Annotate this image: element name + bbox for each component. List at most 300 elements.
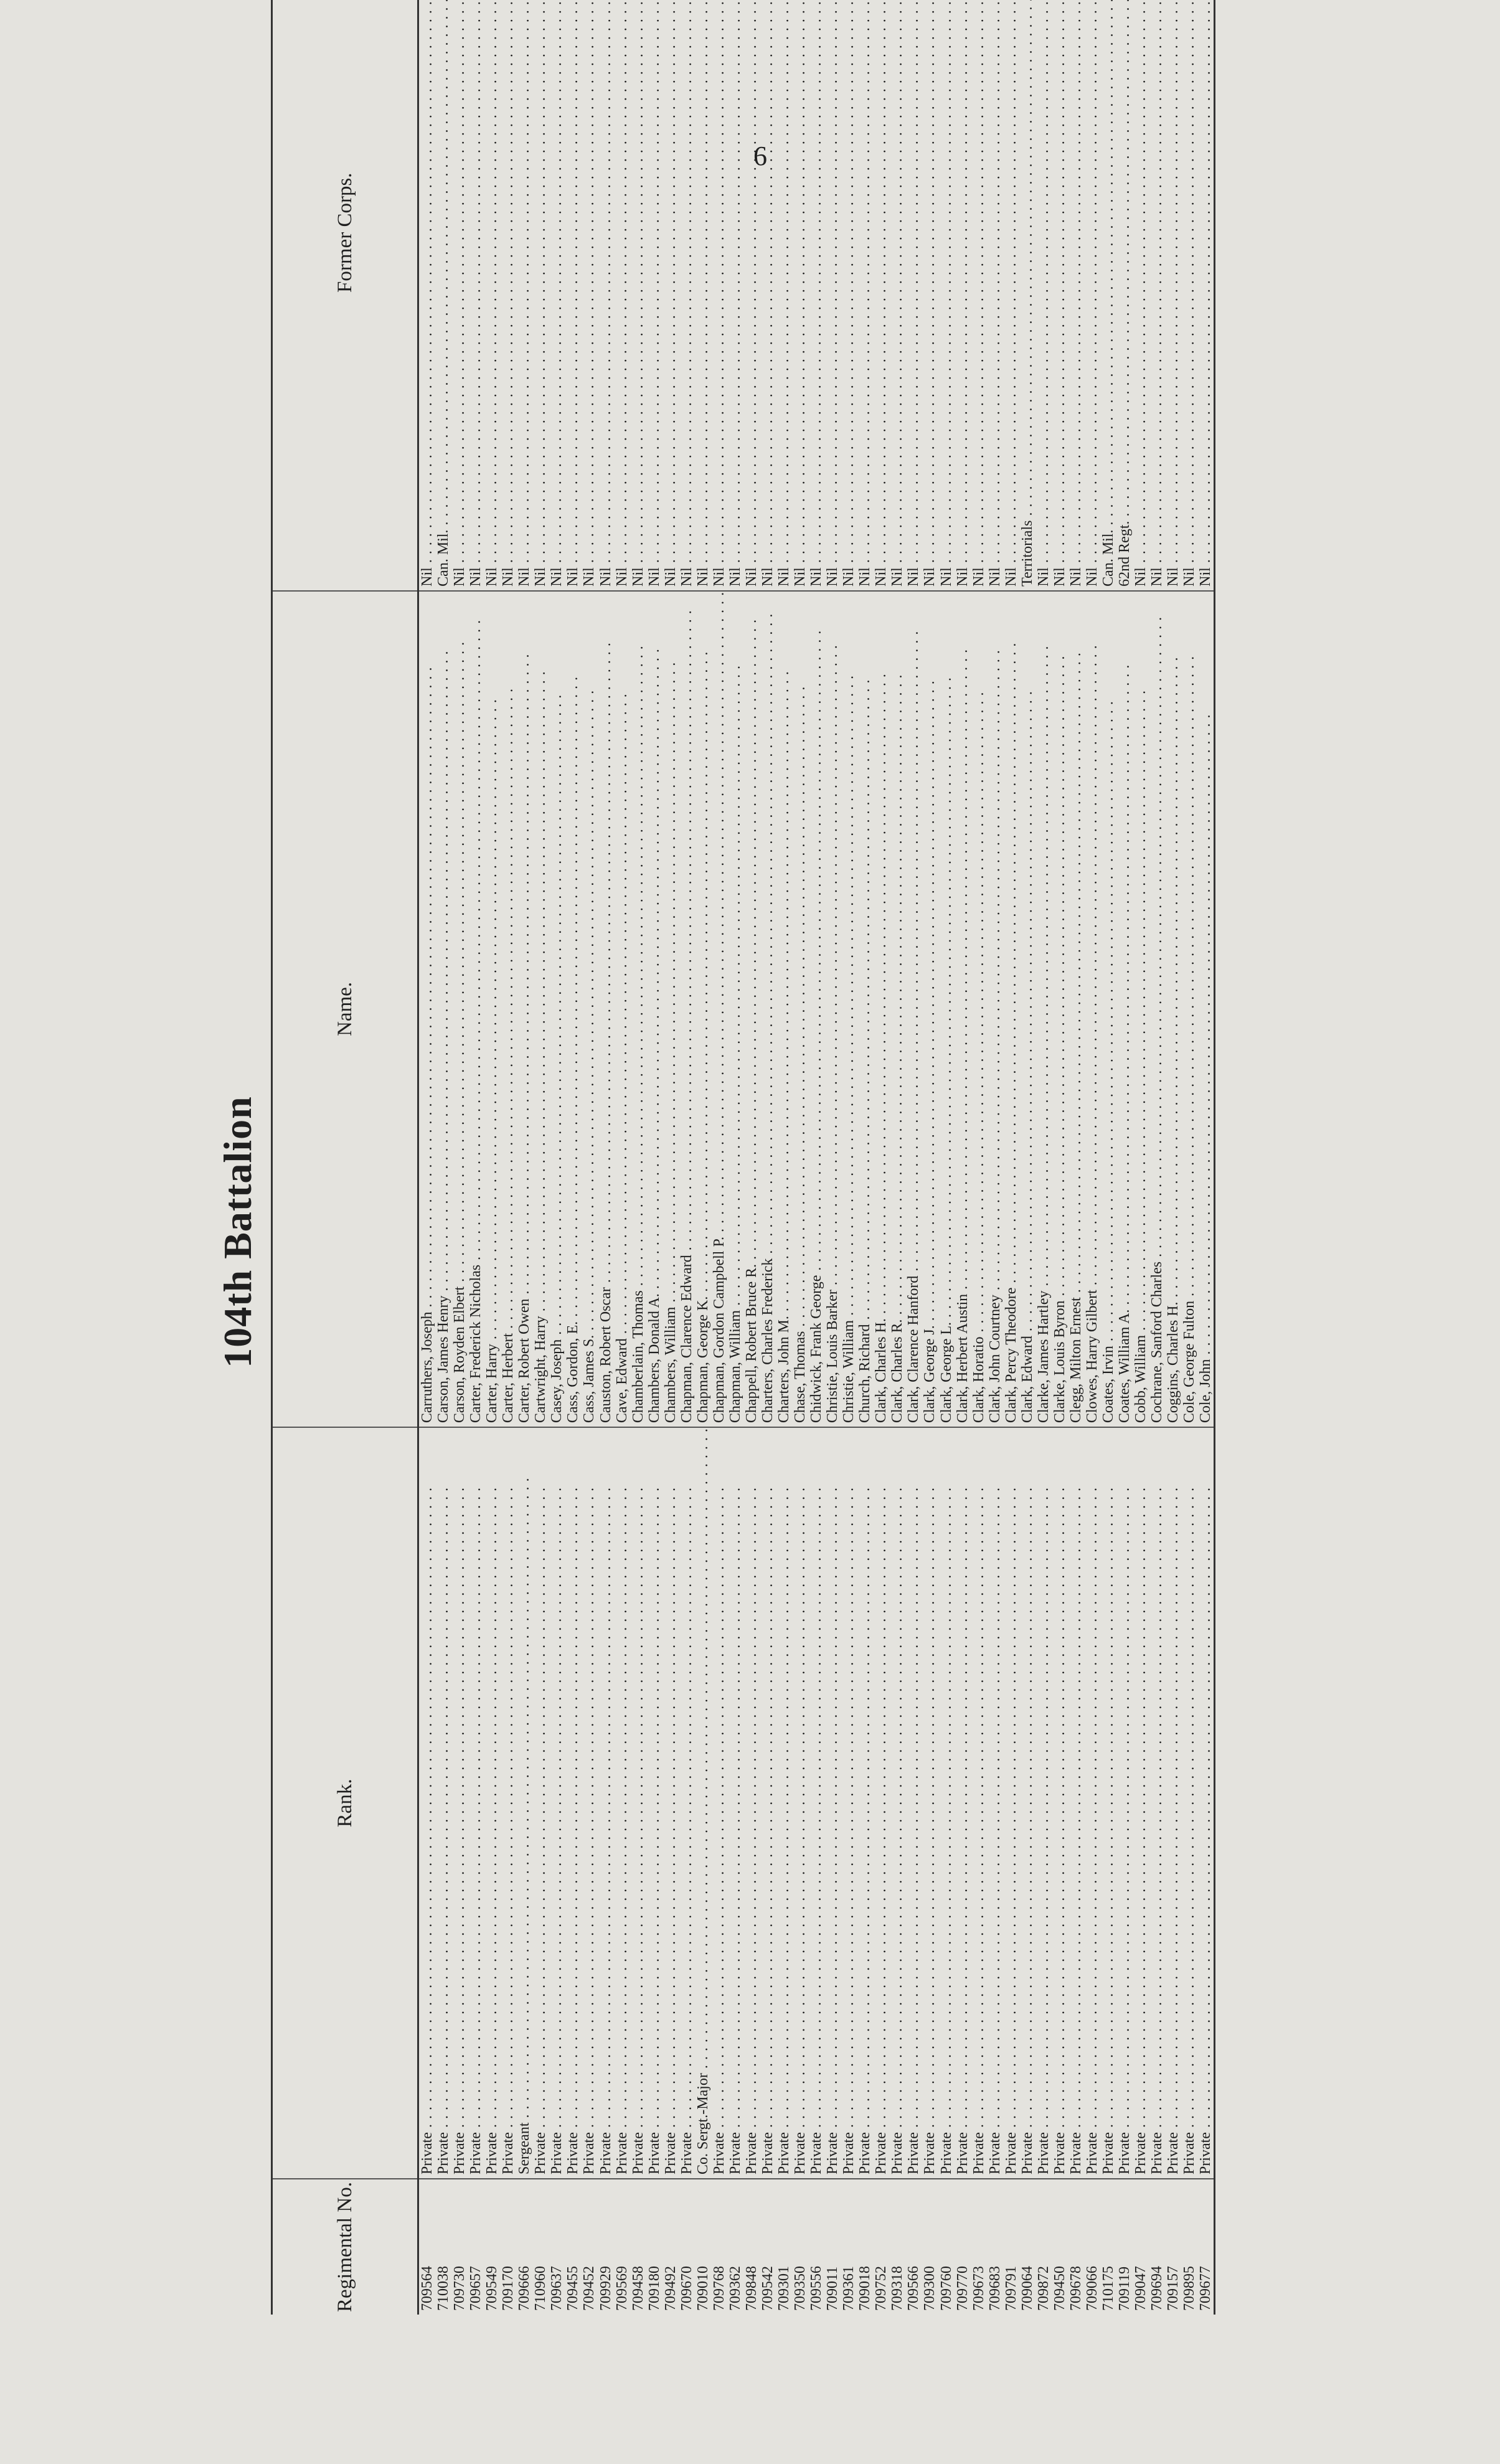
table-row: [500, 0, 516, 2315]
cell-regimental-no: [922, 2179, 938, 2315]
former-corps-text: Nil: [613, 567, 630, 587]
cell-former-corps: [743, 0, 760, 591]
cell-rank: [1084, 1427, 1100, 2179]
leader-dots: [938, 1487, 955, 2132]
cell-former-corps: [808, 0, 824, 591]
regimental-no-text: 709157: [1165, 2266, 1182, 2311]
header-rank: Rank.: [272, 1427, 418, 2179]
former-corps-text: Nil: [743, 567, 760, 587]
former-corps-text: Nil: [694, 567, 711, 587]
cell-former-corps: [1133, 0, 1149, 591]
leader-dots: [808, 1487, 824, 2132]
rank-text: Private: [565, 2132, 582, 2175]
cell-name: [711, 591, 727, 1427]
cell-name: [1100, 591, 1116, 1427]
regimental-no-text: 709791: [1002, 2266, 1019, 2311]
leader-dots: [516, 1478, 532, 2123]
leader-dots: [419, 1487, 435, 2132]
leader-dots: [1019, 0, 1035, 521]
name-text: Church, Richard: [857, 1324, 874, 1423]
cell-regimental-no: [484, 2179, 500, 2315]
former-corps-text: Nil: [954, 567, 971, 587]
former-corps-text: Nil: [1149, 567, 1166, 587]
leader-dots: [792, 1487, 808, 2132]
leader-dots: [532, 1487, 549, 2132]
cell-former-corps: [679, 0, 695, 591]
cell-name: [760, 591, 776, 1427]
cell-rank: [1100, 1427, 1116, 2179]
cell-rank: [1197, 1427, 1215, 2179]
former-corps-text: Nil: [1133, 567, 1149, 587]
name-text: Carter, Harry: [484, 1344, 501, 1423]
cell-regimental-no: [516, 2179, 532, 2315]
leader-dots: [776, 671, 792, 1316]
cell-regimental-no: [1068, 2179, 1084, 2315]
table-row: [598, 0, 614, 2315]
former-corps-text: Nil: [727, 567, 743, 587]
regimental-no-text: 709011: [824, 2266, 841, 2311]
former-corps-text: Nil: [581, 567, 598, 587]
former-corps-text: Nil: [938, 567, 955, 587]
cell-rank: [1181, 1427, 1197, 2179]
cell-name: [679, 591, 695, 1427]
former-corps-text: Territorials: [1019, 520, 1035, 587]
rank-text: Private: [451, 2132, 468, 2175]
rank-text: Private: [792, 2132, 809, 2175]
former-corps-text: Nil: [468, 567, 484, 587]
leader-dots: [451, 0, 468, 567]
cell-name: [889, 591, 905, 1427]
rank-text: Private: [1197, 2132, 1214, 2175]
cell-rank: [1035, 1427, 1052, 2179]
leader-dots: [1068, 652, 1084, 1297]
name-text: Carter, Frederick Nicholas: [468, 1264, 484, 1423]
table-row: [743, 0, 760, 2315]
former-corps-text: Nil: [970, 567, 987, 587]
cell-former-corps: [695, 0, 711, 591]
table-row: [663, 0, 679, 2315]
name-text: Chapman, George K.: [694, 1296, 711, 1423]
regimental-no-text: 709666: [516, 2266, 533, 2311]
cell-rank: [614, 1427, 630, 2179]
rank-text: Private: [710, 2132, 727, 2175]
cell-regimental-no: [808, 2179, 824, 2315]
cell-name: [484, 591, 500, 1427]
cell-former-corps: [1197, 0, 1215, 591]
cell-rank: [760, 1427, 776, 2179]
former-corps-text: Nil: [549, 567, 565, 587]
former-corps-text: Nil: [776, 567, 793, 587]
cell-rank: [889, 1427, 905, 2179]
cell-rank: [792, 1427, 808, 2179]
cell-regimental-no: [679, 2179, 695, 2315]
leader-dots: [711, 592, 727, 1237]
cell-rank: [1052, 1427, 1068, 2179]
name-text: Clark, Herbert Austin: [954, 1293, 971, 1423]
table-row: [549, 0, 565, 2315]
cell-former-corps: [971, 0, 987, 591]
table-row: [451, 0, 468, 2315]
table-row: [889, 0, 905, 2315]
leader-dots: [598, 642, 614, 1287]
rank-text: Private: [435, 2132, 452, 2175]
cell-former-corps: [922, 0, 938, 591]
table-row: [1149, 0, 1165, 2315]
cell-rank: [565, 1427, 581, 2179]
cell-regimental-no: [889, 2179, 905, 2315]
leader-dots: [711, 1487, 727, 2132]
leader-dots: [1100, 1487, 1116, 2132]
cell-name: [614, 591, 630, 1427]
leader-dots: [695, 0, 711, 567]
regimental-no-text: 709677: [1197, 2266, 1214, 2311]
cell-regimental-no: [1100, 2179, 1116, 2315]
cell-regimental-no: [776, 2179, 792, 2315]
cell-regimental-no: [1052, 2179, 1068, 2315]
rank-text: Private: [1035, 2132, 1052, 2175]
cell-regimental-no: [1149, 2179, 1165, 2315]
rank-text: Private: [468, 2132, 484, 2175]
table-row: [532, 0, 549, 2315]
cell-regimental-no: [841, 2179, 857, 2315]
regimental-no-text: 709895: [1181, 2266, 1198, 2311]
leader-dots: [938, 0, 955, 567]
leader-dots: [1149, 616, 1165, 1262]
cell-name: [630, 591, 646, 1427]
cell-rank: [581, 1427, 597, 2179]
cell-former-corps: [435, 0, 451, 591]
leader-dots: [1197, 0, 1214, 567]
table-row: [484, 0, 500, 2315]
name-text: Chapman, William: [727, 1310, 743, 1423]
cell-regimental-no: [1003, 2179, 1019, 2315]
name-text: Clarke, James Hartley: [1035, 1290, 1052, 1423]
cell-regimental-no: [532, 2179, 549, 2315]
leader-dots: [1052, 0, 1068, 567]
leader-dots: [1084, 1487, 1100, 2132]
regimental-no-text: 709350: [792, 2266, 809, 2311]
leader-dots: [500, 0, 516, 567]
rank-text: Co. Sergt.-Major: [694, 2073, 711, 2175]
former-corps-text: Nil: [451, 567, 468, 587]
table-row: [679, 0, 695, 2315]
cell-regimental-no: [581, 2179, 597, 2315]
table-row: [1100, 0, 1116, 2315]
rank-text: Private: [1100, 2132, 1116, 2175]
leader-dots: [565, 676, 581, 1321]
rank-text: Private: [1019, 2132, 1035, 2175]
leader-dots: [841, 1487, 857, 2132]
cell-regimental-no: [1133, 2179, 1149, 2315]
cell-former-corps: [873, 0, 889, 591]
rank-text: Private: [970, 2132, 987, 2175]
former-corps-text: Nil: [597, 567, 614, 587]
leader-dots: [1084, 0, 1100, 567]
name-text: Chappell, Robert Bruce R.: [743, 1263, 760, 1423]
leader-dots: [938, 677, 955, 1322]
leader-dots: [808, 0, 824, 567]
leader-dots: [873, 1487, 889, 2132]
name-text: Clark, Percy Theodore: [1002, 1287, 1019, 1423]
table-row: [516, 0, 532, 2315]
leader-dots: [581, 0, 597, 567]
table-row: [922, 0, 938, 2315]
leader-dots: [987, 649, 1003, 1295]
former-corps-text: Nil: [662, 567, 679, 587]
regimental-no-text: 709670: [678, 2266, 695, 2311]
leader-dots: [971, 692, 987, 1337]
cell-rank: [857, 1427, 873, 2179]
former-corps-text: Can. Mil.: [435, 529, 452, 587]
leader-dots: [500, 688, 516, 1333]
name-text: Charters, John M.: [776, 1316, 793, 1423]
regimental-no-text: 709455: [565, 2266, 582, 2311]
rank-text: Private: [727, 2132, 743, 2175]
cell-regimental-no: [614, 2179, 630, 2315]
leader-dots: [1165, 1487, 1181, 2132]
cell-name: [581, 591, 597, 1427]
cell-name: [1165, 591, 1181, 1427]
cell-former-corps: [905, 0, 922, 591]
table-row: [1052, 0, 1068, 2315]
leader-dots: [1052, 1487, 1068, 2132]
table-row: [792, 0, 808, 2315]
page-title: 104th Battalion: [215, 1096, 260, 1368]
cell-regimental-no: [646, 2179, 663, 2315]
cell-regimental-no: [727, 2179, 743, 2315]
rank-text: Private: [954, 2132, 971, 2175]
cell-name: [418, 591, 436, 1427]
cell-regimental-no: [905, 2179, 922, 2315]
name-text: Cole, George Fulton: [1181, 1300, 1198, 1423]
leader-dots: [922, 0, 938, 567]
cell-former-corps: [1100, 0, 1116, 591]
cell-rank: [727, 1427, 743, 2179]
leader-dots: [468, 620, 484, 1265]
table-row: [1035, 0, 1052, 2315]
leader-dots: [468, 1487, 484, 2132]
cell-name: [516, 591, 532, 1427]
cell-rank: [1003, 1427, 1019, 2179]
leader-dots: [614, 693, 630, 1338]
cell-name: [1197, 591, 1215, 1427]
leader-dots: [1149, 0, 1165, 567]
leader-dots: [776, 0, 792, 567]
table-row: [565, 0, 581, 2315]
cell-former-corps: [484, 0, 500, 591]
table-row: [955, 0, 971, 2315]
leader-dots: [1100, 0, 1116, 529]
former-corps-text: Nil: [760, 567, 776, 587]
cell-name: [922, 591, 938, 1427]
rank-text: Private: [549, 2132, 565, 2175]
rank-text: Private: [419, 2132, 436, 2175]
leader-dots: [711, 0, 727, 567]
cell-name: [841, 591, 857, 1427]
regimental-no-text: 709047: [1133, 2266, 1149, 2311]
name-text: Clark, Edward: [1019, 1336, 1035, 1423]
leader-dots: [663, 0, 679, 567]
leader-dots: [1197, 714, 1214, 1359]
name-text: Carter, Robert Owen: [516, 1298, 533, 1423]
name-text: Chapman, Clarence Edward: [678, 1255, 695, 1423]
cell-name: [776, 591, 792, 1427]
cell-former-corps: [938, 0, 955, 591]
rank-text: Private: [678, 2132, 695, 2175]
cell-name: [1116, 591, 1133, 1427]
leader-dots: [549, 1487, 565, 2132]
leader-dots: [435, 651, 451, 1296]
cell-name: [1181, 591, 1197, 1427]
former-corps-text: Nil: [630, 567, 646, 587]
former-corps-text: Nil: [532, 567, 549, 587]
leader-dots: [922, 680, 938, 1325]
former-corps-text: Nil: [678, 567, 695, 587]
leader-dots: [484, 699, 500, 1344]
leader-dots: [565, 1487, 581, 2132]
regimental-no-text: 709301: [776, 2266, 793, 2311]
leader-dots: [581, 690, 597, 1335]
name-text: Clark, George J.: [922, 1325, 938, 1423]
cell-regimental-no: [630, 2179, 646, 2315]
table-row: [646, 0, 663, 2315]
name-text: Coates, Irvin: [1100, 1346, 1116, 1423]
former-corps-text: Nil: [565, 567, 582, 587]
table-row: [938, 0, 955, 2315]
cell-name: [663, 591, 679, 1427]
cell-regimental-no: [824, 2179, 841, 2315]
former-corps-text: Nil: [1035, 567, 1052, 587]
cell-regimental-no: [1035, 2179, 1052, 2315]
regimental-no-text: 709010: [694, 2266, 711, 2311]
header-regimental-no: Regimental No.: [333, 2182, 356, 2312]
cell-rank: [1133, 1427, 1149, 2179]
leader-dots: [1149, 1487, 1165, 2132]
leader-dots: [630, 1487, 646, 2132]
cell-name: [905, 591, 922, 1427]
regimental-no-text: 709170: [500, 2266, 517, 2311]
cell-name: [1068, 591, 1084, 1427]
former-corps-text: 62nd Regt.: [1116, 521, 1133, 587]
table-row: [808, 0, 824, 2315]
leader-dots: [1133, 0, 1149, 567]
cell-regimental-no: [1165, 2179, 1181, 2315]
leader-dots: [743, 619, 760, 1264]
name-text: Carter, Herbert: [500, 1333, 517, 1423]
cell-rank: [695, 1427, 711, 2179]
regimental-no-text: 709730: [451, 2266, 468, 2311]
cell-name: [468, 591, 484, 1427]
rank-text: Private: [1133, 2132, 1149, 2175]
leader-dots: [646, 0, 663, 567]
cell-rank: [776, 1427, 792, 2179]
leader-dots: [955, 0, 971, 567]
former-corps-text: Nil: [1083, 567, 1100, 587]
name-text: Clark, Horatio: [970, 1336, 987, 1423]
leader-dots: [695, 651, 711, 1296]
name-text: Causton, Robert Oscar: [597, 1287, 614, 1423]
leader-dots: [955, 649, 971, 1294]
regimental-no-text: 709768: [710, 2266, 727, 2311]
rank-text: Private: [1083, 2132, 1100, 2175]
cell-name: [451, 591, 468, 1427]
regimental-no-text: 709450: [1051, 2266, 1068, 2311]
cell-regimental-no: [1197, 2179, 1215, 2315]
name-text: Cass, James S.: [581, 1334, 598, 1423]
leader-dots: [598, 0, 614, 567]
table-row: [760, 0, 776, 2315]
cell-former-corps: [500, 0, 516, 591]
leader-dots: [663, 662, 679, 1307]
regimental-no-text: 710038: [435, 2266, 452, 2311]
table-row: [857, 0, 873, 2315]
former-corps-text: Nil: [1067, 567, 1084, 587]
leader-dots: [630, 645, 646, 1290]
table-row: [727, 0, 743, 2315]
leader-dots: [808, 630, 824, 1275]
leader-dots: [532, 0, 549, 567]
name-text: Clark, George L.: [938, 1321, 955, 1423]
name-text: Chapman, Gordon Campbell P.: [710, 1236, 727, 1423]
leader-dots: [824, 644, 841, 1290]
cell-rank: [1149, 1427, 1165, 2179]
name-text: Christie, Louis Barker: [824, 1290, 841, 1423]
leader-dots: [743, 1487, 760, 2132]
cell-name: [987, 591, 1003, 1427]
regimental-no-text: 709066: [1083, 2266, 1100, 2311]
leader-dots: [1181, 1487, 1197, 2132]
cell-former-corps: [889, 0, 905, 591]
leader-dots: [792, 686, 808, 1331]
leader-dots: [1084, 644, 1100, 1290]
leader-dots: [743, 0, 760, 567]
leader-dots: [484, 0, 500, 567]
cell-former-corps: [1068, 0, 1084, 591]
leader-dots: [598, 1487, 614, 2132]
cell-regimental-no: [468, 2179, 484, 2315]
leader-dots: [824, 1487, 841, 2132]
leader-dots: [532, 671, 549, 1316]
regimental-no-text: 709657: [468, 2266, 484, 2311]
regimental-no-text: 709929: [597, 2266, 614, 2311]
cell-name: [857, 591, 873, 1427]
table-row: [614, 0, 630, 2315]
rank-text: Private: [532, 2132, 549, 2175]
leader-dots: [1165, 656, 1181, 1301]
cell-former-corps: [987, 0, 1003, 591]
name-text: Charters, Charles Frederick: [760, 1258, 776, 1423]
former-corps-text: Nil: [484, 567, 501, 587]
name-text: Cochrane, Sanford Charles: [1149, 1261, 1166, 1423]
table-row: [1165, 0, 1181, 2315]
leader-dots: [1003, 643, 1019, 1288]
cell-name: [727, 591, 743, 1427]
regimental-no-text: 709119: [1116, 2266, 1133, 2311]
cell-regimental-no: [1181, 2179, 1197, 2315]
regimental-no-text: 709752: [873, 2266, 890, 2311]
rank-text: Private: [986, 2132, 1003, 2175]
leader-dots: [1052, 656, 1068, 1301]
cell-name: [824, 591, 841, 1427]
cell-former-corps: [516, 0, 532, 591]
cell-regimental-no: [971, 2179, 987, 2315]
rank-text: Private: [922, 2132, 938, 2175]
regimental-no-text: 709637: [549, 2266, 565, 2311]
rank-text: Private: [1067, 2132, 1084, 2175]
leader-dots: [760, 613, 776, 1258]
rank-text: Private: [597, 2132, 614, 2175]
leader-dots: [760, 1487, 776, 2132]
